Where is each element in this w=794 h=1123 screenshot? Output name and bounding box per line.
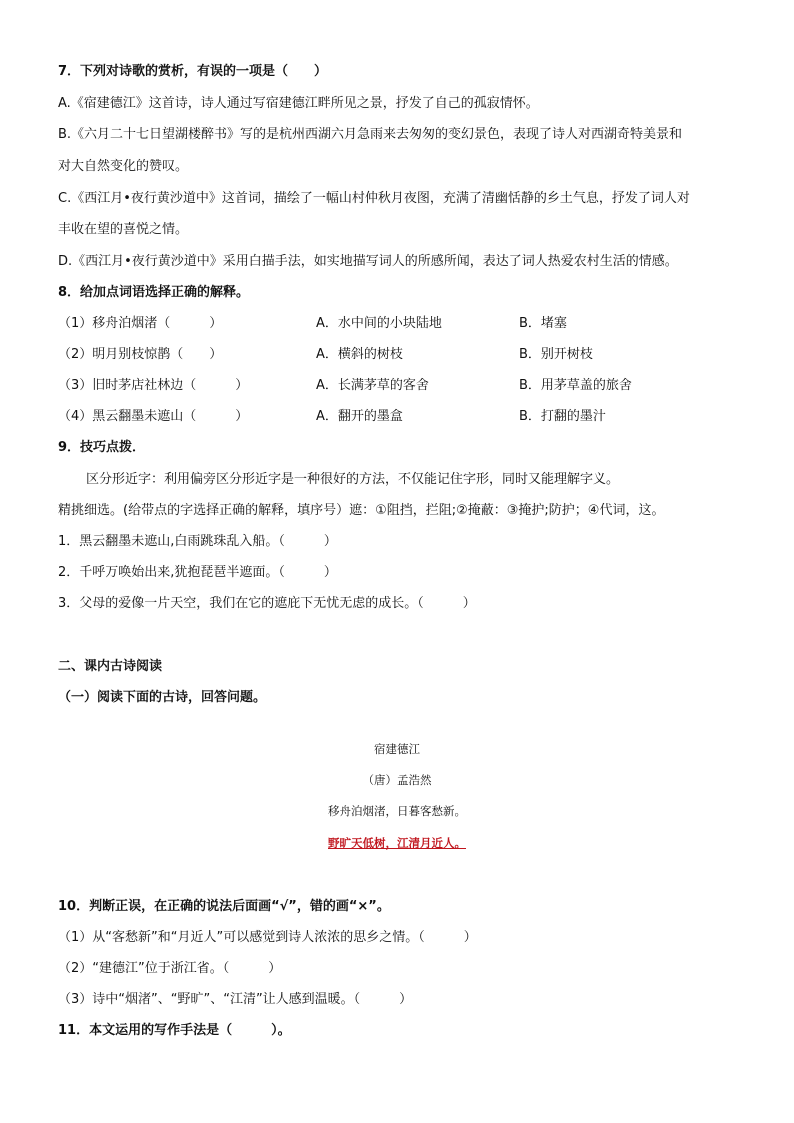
- q9-item-2: 2．千呼万唤始出来,犹抱琵琶半遮面。（ ）: [58, 565, 337, 580]
- q8-row3-question: （3）旧时茅店社林边（ ）: [58, 378, 249, 393]
- q9-intro: 区分形近字：利用偏旁区分形近字是一种很好的方法，不仅能记住字形，同时又能理解字义。: [86, 472, 620, 487]
- q8-row3-option-b: B．用茅草盖的旅舍: [519, 378, 632, 393]
- q7-option-d: D.《西江月•夜行黄沙道中》采用白描手法，如实地描写词人的所感所闻，表达了词人热爱农村生活的情感。: [58, 254, 678, 269]
- q8-row4-option-b: B．打翻的墨汁: [519, 409, 606, 424]
- q10-item-2: （2）“建德江”位于浙江省。（ ）: [58, 961, 282, 976]
- q7-option-b-line2: 对大自然变化的赞叹。: [58, 159, 189, 174]
- q11-title: 11．本文运用的写作手法是（ ）。: [58, 1023, 291, 1038]
- q10-title: 10．判断正误，在正确的说法后面画“√”，错的画“×”。: [58, 899, 390, 914]
- q7-option-c-line2: 丰收在望的喜悦之情。: [58, 222, 189, 237]
- poem-title: 宿建德江: [374, 742, 420, 756]
- q8-row3-option-a: A．长满茅草的客舍: [316, 378, 429, 393]
- section2-title: 二、课内古诗阅读: [58, 659, 163, 674]
- section2-subtitle: （一）阅读下面的古诗，回答问题。: [58, 690, 267, 705]
- q7-option-b-line1: B.《六月二十七日望湖楼醉书》写的是杭州西湖六月急雨来去匆匆的变幻景色，表现了诗人对西湖奇特美景和: [58, 127, 683, 142]
- q9-item-3: 3．父母的爱像一片天空，我们在它的遮庇下无忧无虑的成长。（ ）: [58, 596, 476, 611]
- q10-item-3: （3）诗中“烟渚”、“野旷”、“江清”让人感到温暖。（ ）: [58, 992, 413, 1007]
- q7-option-a: A.《宿建德江》这首诗，诗人通过写宿建德江畔所见之景，抒发了自己的孤寂情怀。: [58, 96, 539, 111]
- q9-task: 精挑细选。(给带点的字选择正确的解释，填序号）遮：①阻挡，拦阻;②掩蔽：③掩护;防护；④代词，这。: [58, 503, 665, 518]
- q8-title: 8．给加点词语选择正确的解释。: [58, 285, 250, 300]
- q8-row1-question: （1）移舟泊烟渚（ ）: [58, 316, 223, 331]
- q8-row1-option-a: A．水中间的小块陆地: [316, 316, 442, 331]
- q8-row2-option-a: A．横斜的树枝: [316, 347, 403, 362]
- q8-row4-question: （4）黑云翻墨未遮山（ ）: [58, 409, 249, 424]
- poem-line-2: 野旷天低树，江清月近人。: [328, 836, 466, 850]
- q7-title: 7．下列对诗歌的赏析，有误的一项是（ ）: [58, 64, 328, 79]
- poem-line-1: 移舟泊烟渚，日暮客愁新。: [328, 804, 466, 818]
- q9-title: 9．技巧点拨．: [58, 440, 146, 455]
- q10-item-1: （1）从“客愁新”和“月近人”可以感觉到诗人浓浓的思乡之情。（ ）: [58, 930, 477, 945]
- q8-row4-option-a: A．翻开的墨盒: [316, 409, 403, 424]
- q8-row1-option-b: B．堵塞: [519, 316, 567, 331]
- q8-row2-question: （2）明月别枝惊鹊（ ）: [58, 347, 223, 362]
- q9-item-1: 1．黑云翻墨未遮山,白雨跳珠乱入船。（ ）: [58, 534, 337, 549]
- q8-row2-option-b: B．别开树枝: [519, 347, 593, 362]
- q7-option-c-line1: C.《西江月•夜行黄沙道中》这首词，描绘了一幅山村仲秋月夜图，充满了清幽恬静的乡土气息，抒发了词人对: [58, 191, 690, 206]
- poem-author: （唐）孟浩然: [362, 773, 432, 787]
